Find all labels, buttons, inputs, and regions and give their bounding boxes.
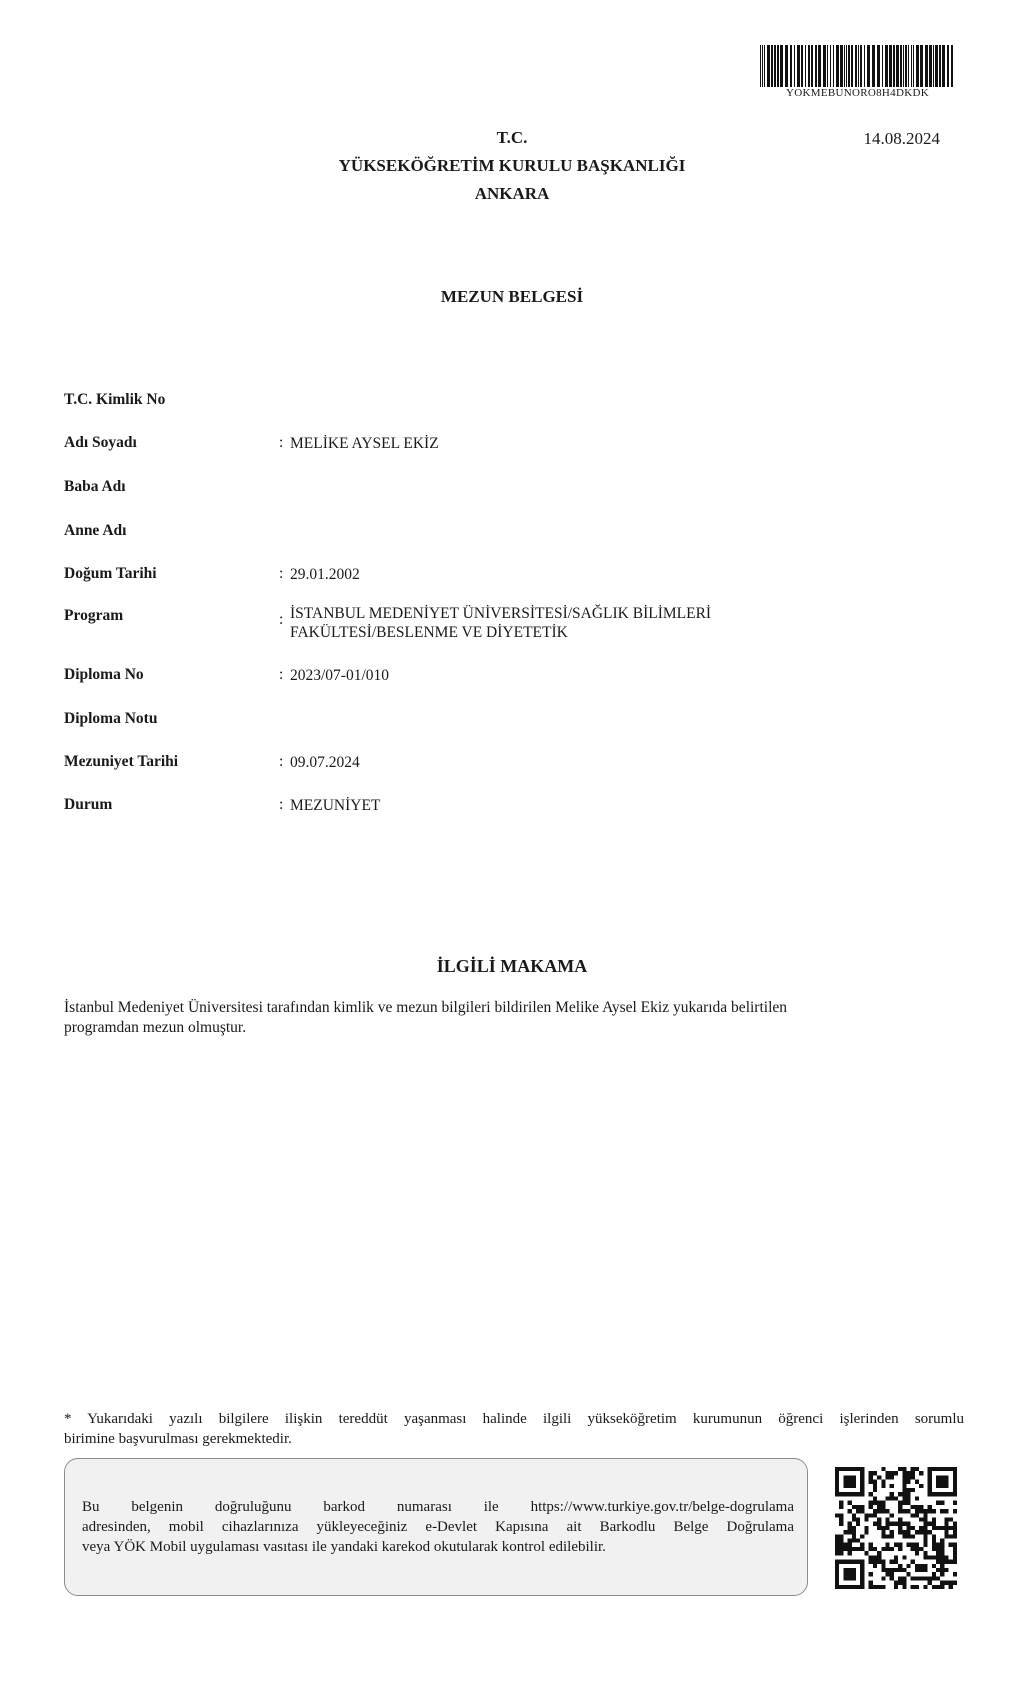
label-dogum-tarihi: Doğum Tarihi xyxy=(64,565,157,582)
value-program xyxy=(290,604,850,642)
barcode-image xyxy=(760,45,955,87)
label-durum: Durum xyxy=(64,796,113,813)
colon-diploma-no: : xyxy=(279,666,284,683)
value-adi-soyadi: MELİKE AYSEL EKİZ xyxy=(290,435,439,452)
label-diploma-notu: Diploma Notu xyxy=(64,710,158,727)
statement-line-1: İstanbul Medeniyet Üniversitesi tarafından kimlik ve mezun bilgileri bildirilen Melike Aysel Ekiz yukarıda belirtilen xyxy=(64,999,788,1016)
colon-adi-soyadi: : xyxy=(279,434,284,451)
qr-code-icon xyxy=(835,1467,957,1589)
value-dogum-tarihi: 29.01.2002 xyxy=(290,566,360,583)
footnote-line-2: birimine başvurulması gerekmektedir. xyxy=(64,1431,292,1447)
label-adi-soyadi: Adı Soyadı xyxy=(64,434,137,451)
header-line-institution: YÜKSEKÖĞRETİM KURULU BAŞKANLIĞI xyxy=(338,156,686,175)
label-tc-kimlik-no: T.C. Kimlik No xyxy=(64,391,166,408)
label-program: Program xyxy=(64,607,124,624)
graduation-statement xyxy=(64,998,904,1038)
colon-dogum-tarihi: : xyxy=(279,565,284,582)
issuer-header xyxy=(262,124,762,208)
label-baba-adi: Baba Adı xyxy=(64,478,126,495)
verification-line-3: veya YÖK Mobil uygulaması vasıtası ile yandaki karekod okutularak kontrol edilebilir. xyxy=(82,1539,606,1555)
document-date: 14.08.2024 xyxy=(863,129,940,148)
value-program-line-1: İSTANBUL MEDENİYET ÜNİVERSİTESİ/SAĞLIK BİLİMLERİ xyxy=(290,605,712,622)
label-anne-adi: Anne Adı xyxy=(64,522,127,539)
colon-durum: : xyxy=(279,796,284,813)
statement-line-2: programdan mezun olmuştur. xyxy=(64,1019,247,1036)
footnote xyxy=(64,1409,964,1449)
label-mezuniyet-tarihi: Mezuniyet Tarihi xyxy=(64,753,179,770)
colon-mezuniyet-tarihi: : xyxy=(279,753,284,770)
value-diploma-no: 2023/07-01/010 xyxy=(290,667,390,684)
section-title-ilgili-makama: İLGİLİ MAKAMA xyxy=(436,956,588,976)
footnote-line-1: * Yukarıdaki yazılı bilgilere ilişkin tereddüt yaşanması halinde ilgili yükseköğretim kurumunun öğrenci işlerinden sorumlu xyxy=(64,1411,964,1427)
verification-line-1: Bu belgenin doğruluğunu barkod numarası ile https://www.turkiye.gov.tr/belge-dogrulama xyxy=(82,1499,794,1515)
header-line-city: ANKARA xyxy=(474,184,550,203)
value-program-line-2: FAKÜLTESİ/BESLENME VE DİYETETİK xyxy=(290,624,568,641)
document-title: MEZUN BELGESİ xyxy=(440,287,584,306)
header-line-tc: T.C. xyxy=(496,128,528,147)
value-mezuniyet-tarihi: 09.07.2024 xyxy=(290,754,360,771)
colon-program: : xyxy=(279,611,284,628)
value-durum: MEZUNİYET xyxy=(290,797,381,814)
barcode-number: YOKMEBUNORO8H4DKDK xyxy=(786,87,929,99)
verification-line-2: adresinden, mobil cihazlarınıza yükleyeceğiniz e-Devlet Kapısına ait Barkodlu Belge Doğrulama xyxy=(82,1519,794,1535)
label-diploma-no: Diploma No xyxy=(64,666,144,683)
verification-text xyxy=(82,1497,794,1557)
